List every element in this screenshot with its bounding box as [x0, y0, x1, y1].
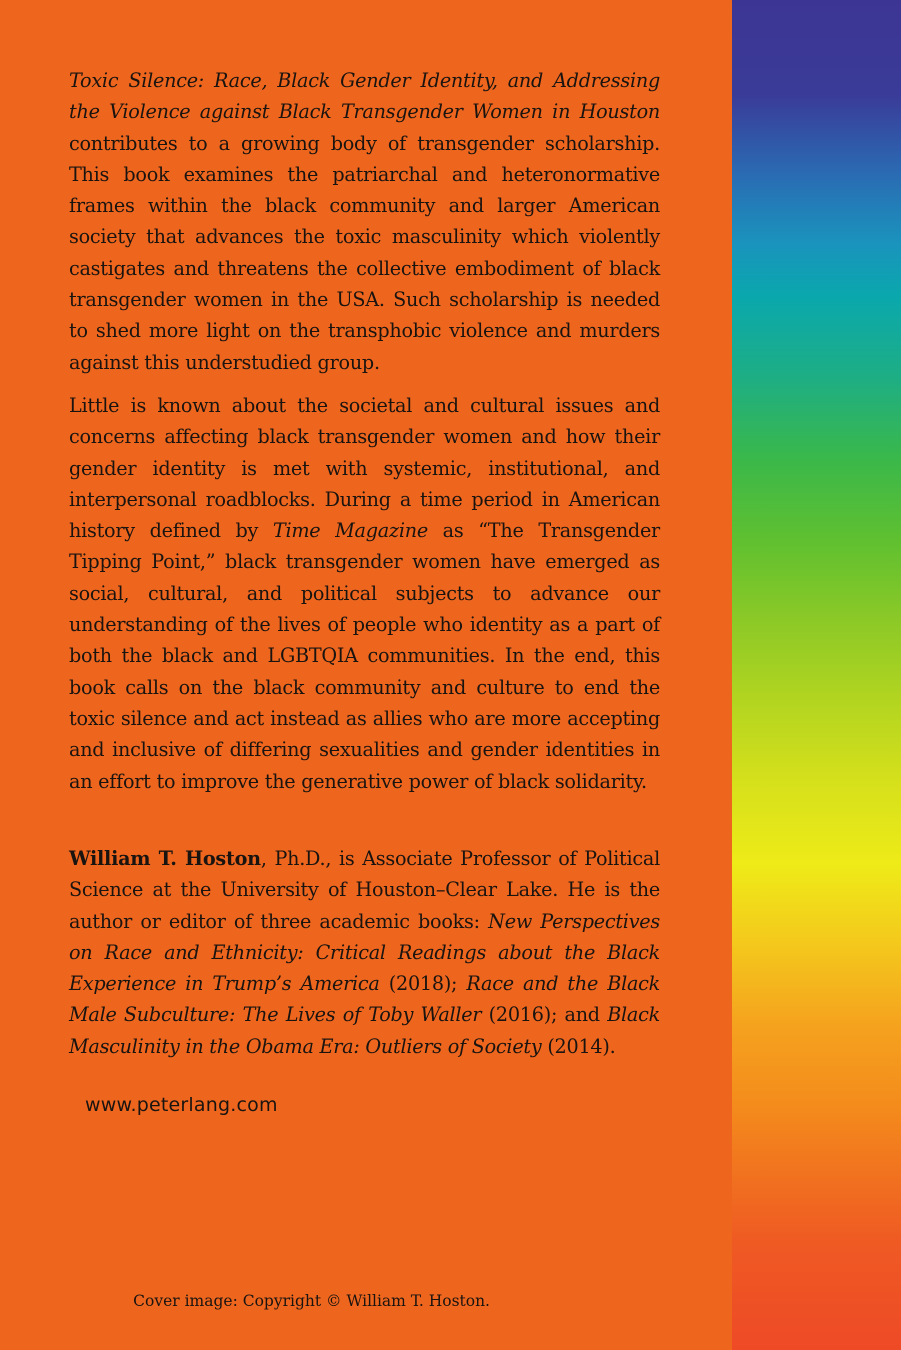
- bio-text: (2016); and: [481, 1003, 608, 1027]
- description-paragraph-1: [69, 65, 660, 378]
- book-title: New Perspectives on Race and Ethnicity: Critical Readings about the Black Experience in Trump’s America: [69, 909, 660, 996]
- book-title: Black Masculinity in the Obama Era: Outliers of Society: [69, 1003, 660, 1058]
- cover-credit: Cover image: Copyright © William T. Hoston.: [133, 1292, 490, 1310]
- book-title: Race and the Black Male Subculture: The Lives of Toby Waller: [69, 972, 661, 1027]
- description-text: contributes to a growing body of transgender scholarship. This book examines the patriarchal and heteronormative frames within the black community and larger American society that advances the toxic masculinity which violently castigates and threatens the collective embodiment of black transgender women in the USA. Such scholarship is needed to shed more light on the transphobic violence and murders against this understudied group.: [69, 131, 660, 374]
- author-name: William T. Hoston: [69, 847, 261, 870]
- bio-text: (2014).: [541, 1034, 616, 1058]
- description-text: Little is known about the societal and cultural issues and concerns affecting black transgender women and how their gender identity is met with systemic, institutional, and interpersonal roadblocks. During a time period in American history defined by: [69, 394, 660, 543]
- magazine-title: Time Magazine: [272, 519, 428, 543]
- bio-text: , Ph.D., is Associate Professor of Political Science at the University of Houston–Clear Lake. He is the author or editor of three academic books:: [69, 847, 660, 933]
- rainbow-spectrum-strip: [732, 0, 901, 1350]
- description-text: as “The Transgender Tipping Point,” black transgender women have emerged as social, cultural, and political subjects to advance our understanding of the lives of people who identity as a part of both the black and LGBTQIA communities. In the end, this book calls on the black community and culture to end the toxic silence and act instead as allies who are more accepting and inclusive of differing sexualities and gender identities in an effort to improve the generative power of black solidarity.: [69, 519, 660, 793]
- book-title: Toxic Silence: Race, Black Gender Identity, and Addressing the Violence against Black Transgender Women in Houston: [69, 69, 660, 124]
- bio-text: (2018);: [379, 972, 467, 996]
- author-bio: [69, 843, 660, 1062]
- description-paragraph-2: [69, 390, 660, 797]
- publisher-website[interactable]: www.peterlang.com: [85, 1094, 278, 1116]
